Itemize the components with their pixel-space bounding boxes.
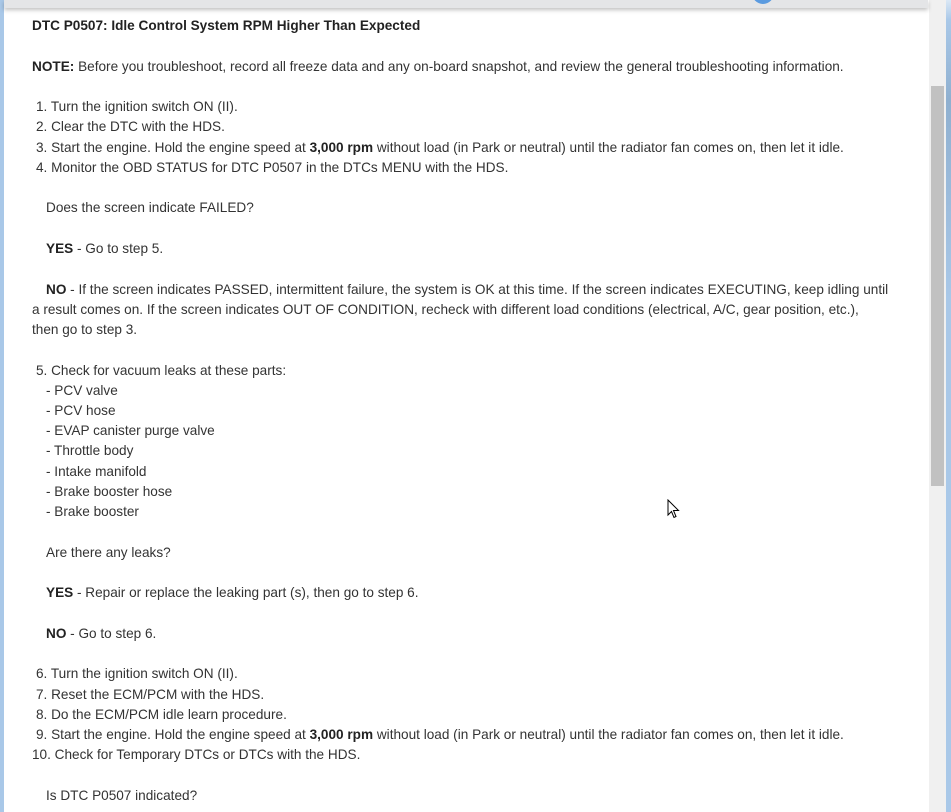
step-4: 4. Monitor the OBD STATUS for DTC P0507 in the DTCs MENU with the HDS. [36, 159, 509, 175]
step-2: 2. Clear the DTC with the HDS. [36, 119, 225, 135]
step-1: 1. Turn the ignition switch ON (II). [36, 99, 238, 115]
part-item: - EVAP canister purge valve [46, 423, 215, 439]
answer-yes-1: YES - Go to step 5. [46, 240, 164, 256]
step-3: 3. Start the engine. Hold the engine speed at 3,000 rpm without load (in Park or neutral) until the radiator fan comes on, then let it idle. [36, 139, 844, 155]
part-item: - Intake manifold [46, 463, 147, 479]
page-title: DTC P0507: Idle Control System RPM Higher Than Expected [32, 18, 421, 33]
answer-no-1: NO - If the screen indicates PASSED, intermittent failure, the system is OK at this time. If the screen indicates EXECUTING, keep idling until a result comes on. If the screen indicates OUT OF CONDITION, recheck with different load conditions (electrical, A/C, gear position, etc.), then go to step 3. [32, 281, 889, 337]
step-5: 5. Check for vacuum leaks at these parts: [36, 362, 287, 378]
step-7: 7. Reset the ECM/PCM with the HDS. [36, 686, 265, 702]
mouse-cursor-icon [667, 499, 681, 519]
vertical-scrollbar[interactable] [929, 0, 946, 812]
answer-yes-2: YES - Repair or replace the leaking part (s), then go to step 6. [46, 585, 419, 601]
question-2: Are there any leaks? [46, 544, 171, 560]
document-panel [4, 0, 929, 812]
procedure-content [32, 16, 922, 806]
question-3: Is DTC P0507 indicated? [46, 787, 198, 803]
answer-no-2: NO - Go to step 6. [46, 625, 157, 641]
step-6: 6. Turn the ignition switch ON (II). [36, 666, 238, 682]
part-item: - Brake booster hose [46, 483, 173, 499]
header-bar [4, 0, 928, 8]
desktop-edge [946, 0, 951, 812]
part-item: - PCV valve [46, 382, 118, 398]
header-button[interactable] [752, 0, 774, 4]
scrollbar-thumb[interactable] [931, 86, 944, 486]
step-9: 9. Start the engine. Hold the engine speed at 3,000 rpm without load (in Park or neutral) until the radiator fan comes on, then let it idle. [36, 726, 844, 742]
question-1: Does the screen indicate FAILED? [46, 200, 254, 216]
part-item: - Brake booster [46, 504, 139, 519]
step-8: 8. Do the ECM/PCM idle learn procedure. [36, 706, 287, 722]
part-item: - Throttle body [46, 443, 134, 459]
step-10: 10. Check for Temporary DTCs or DTCs with the HDS. [32, 747, 361, 763]
note: NOTE: Before you troubleshoot, record all freeze data and any on-board snapshot, and review the general troubleshooting information. [32, 58, 844, 74]
part-item: - PCV hose [46, 402, 116, 418]
